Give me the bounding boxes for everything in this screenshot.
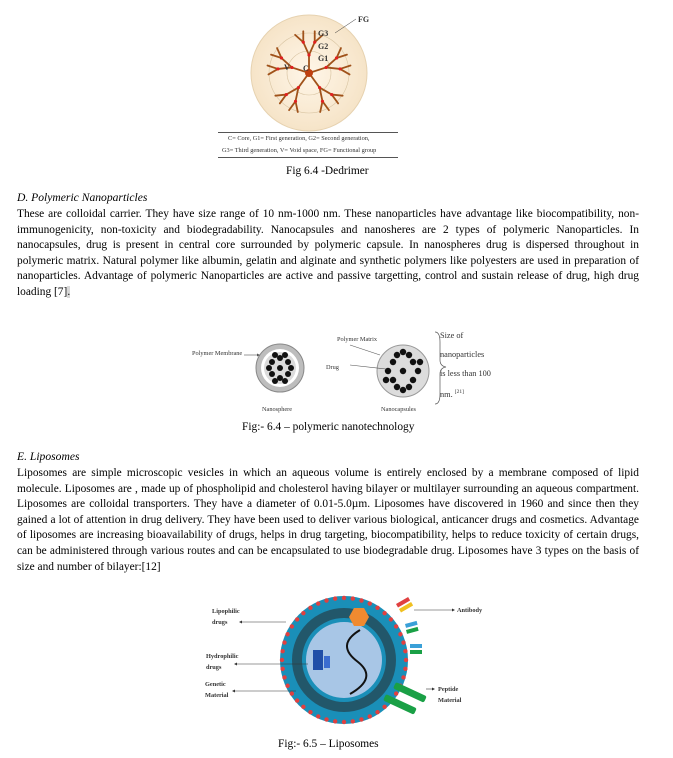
nanocapsule-drug-dot	[406, 384, 412, 390]
lipid-head	[351, 719, 355, 723]
lipid-head	[285, 684, 289, 688]
lipid-head	[333, 596, 337, 600]
lipid-head	[333, 719, 337, 723]
size-note-unit: nm.	[440, 389, 453, 399]
lipid-head	[280, 667, 284, 671]
lipid-head	[382, 705, 386, 709]
lipid-head	[308, 606, 312, 610]
liposome-figure	[200, 590, 483, 740]
nanocapsule-drug-dot	[415, 368, 421, 374]
lipid-head	[375, 606, 379, 610]
dendrimer-node	[335, 56, 338, 59]
lipid-head	[401, 675, 405, 679]
nanosphere-drug-dot	[277, 355, 283, 361]
label-g1: G1	[318, 54, 329, 63]
dendrimer-node	[313, 41, 316, 44]
lipid-head	[280, 658, 284, 662]
lipid-head	[394, 624, 398, 628]
dendrimer-node	[290, 66, 293, 69]
lipid-head	[342, 720, 346, 724]
lipid-head	[316, 714, 320, 718]
dendrimer-node	[302, 41, 305, 44]
lipid-head	[359, 717, 363, 721]
lipid-head	[324, 598, 328, 602]
nanosphere-drug-dot	[272, 352, 278, 358]
dendrimer-legend-line-2: G3= Third generation, V= Void space, FG= Functional group	[222, 147, 377, 154]
nanosphere-drug-dot	[266, 365, 272, 371]
lipid-head	[316, 601, 320, 605]
dendrimer-caption: Fig 6.4 -Dedrimer	[286, 165, 369, 177]
section-e-heading: E. Liposomes	[17, 450, 80, 463]
dendrimer-node	[276, 67, 279, 70]
genetic-label-line-1: Genetic	[205, 681, 226, 688]
polymer-membrane-label: Polymer Membrane	[192, 350, 243, 357]
lipid-head	[290, 624, 294, 628]
lipid-head	[389, 617, 393, 621]
drug-label: Drug	[326, 364, 339, 371]
nanocapsule-drug-dot	[394, 384, 400, 390]
section-e-paragraph: Liposomes are simple microscopic vesicles in which an aqueous volume is entirely enclosed by a membrane composed of lipid molecule. Liposomes are , made up of phospholipid and cholesterol having bilayer or multilayer surrounding an aqueous compartment. Liposomes are colloidal transporters. They have a diameter of 0.01-5.0µm. Liposomes have discovered in 1960 and since then they gained a lot of attention in drug delivery. They have been used to deliver various biological, anticancer drugs and cosmetics. Advantage of liposomes are increasing bioavailability of drugs, helps in drug targeting, biocompatibility, helps to reduce toxicity of certain drugs, can be administered through various routes and can be encapsulated to use biodegradable drug. Liposomes have 3 types on the basis of size and number of bilayer:[12]	[17, 467, 639, 573]
dendrimer-node	[294, 100, 297, 103]
lipid-head	[401, 640, 405, 644]
lipid-head	[282, 675, 286, 679]
size-note-line-3: is less than 100	[440, 369, 491, 378]
peptide-label-line-1: Peptide	[438, 686, 459, 693]
lipid-head	[301, 611, 305, 615]
lipid-head	[324, 717, 328, 721]
nanosphere-drug-dot	[282, 378, 288, 384]
hydrophilic-label	[206, 651, 238, 673]
dendrimer-node	[321, 100, 324, 103]
dendrimer-node	[325, 66, 328, 69]
nanosphere-drug-dot	[288, 365, 294, 371]
dendrimer-legend-rule-bottom	[218, 157, 398, 158]
genetic-material-label	[205, 679, 228, 701]
nanocapsule-drug-dot	[410, 359, 416, 365]
nanocapsule-drug-dot	[410, 377, 416, 383]
section-d-heading: D. Polymeric Nanoparticles	[17, 191, 148, 204]
dendrimer-legend-line-1: C= Core, G1= First generation, G2= Second generation,	[228, 135, 370, 142]
section-d-citation: [7]	[54, 285, 68, 298]
dendrimer-node	[330, 93, 333, 96]
label-v: V	[284, 63, 290, 72]
lipid-head	[375, 710, 379, 714]
label-fg: FG	[358, 15, 370, 24]
dendrimer-node	[318, 86, 321, 89]
label-g2: G2	[318, 42, 329, 51]
peptide-material-label	[438, 684, 461, 706]
nanosphere-drug-dot	[282, 352, 288, 358]
nanocapsule-drug-dot	[400, 368, 406, 374]
lipid-head	[359, 598, 363, 602]
nanosphere-drug-dot	[277, 365, 283, 371]
nanocapsule-drug-dot	[400, 387, 406, 393]
lipid-head	[280, 649, 284, 653]
nanocapsule-drug-dot	[417, 359, 423, 365]
nanoparticle-caption: Fig:- 6.4 – polymeric nanotechnology	[242, 421, 415, 433]
nanocapsule-drug-dot	[406, 352, 412, 358]
lipid-head	[382, 611, 386, 615]
polymer-matrix-label: Polymer Matrix	[337, 336, 378, 343]
lipophilic-label-line-1: Lipophilic	[212, 608, 240, 615]
dendrimer-figure	[218, 5, 400, 168]
size-note-ref: [21]	[454, 389, 464, 395]
hydrophilic-label-line-1: Hydrophilic	[206, 653, 239, 660]
hydrophilic-label-line-2: drugs	[206, 664, 222, 671]
nanocapsule-drug-dot	[383, 377, 389, 383]
lipid-head	[351, 596, 355, 600]
nanocapsule-drug-dot	[394, 352, 400, 358]
section-d-paragraph	[17, 207, 639, 301]
dendrimer-node	[297, 86, 300, 89]
dendrimer-legend-rule-top	[218, 132, 398, 133]
nanosphere-drug-dot	[272, 378, 278, 384]
lipid-head	[404, 658, 408, 662]
section-d-end-mark: .	[67, 285, 71, 298]
dendrimer-branch	[275, 95, 286, 96]
label-g3: G3	[318, 29, 329, 38]
antibody-label: Antibody	[457, 607, 483, 614]
liposome-caption: Fig:- 6.5 – Liposomes	[278, 738, 379, 750]
nanocapsules-label: Nanocapsules	[381, 406, 416, 413]
dendrimer-node	[338, 67, 341, 70]
lipid-head	[282, 640, 286, 644]
lipid-head	[301, 705, 305, 709]
nanosphere-label: Nanosphere	[262, 406, 293, 413]
lipid-head	[394, 691, 398, 695]
nanosphere-drug-dot	[285, 371, 291, 377]
lipid-head	[403, 649, 407, 653]
lipid-head	[398, 632, 402, 636]
section-d-text: These are colloidal carrier. They have size range of 10 nm-1000 nm. These nanoparticles have advantage like biocompatibility, non-immunogenicity, non-toxicity and biodegradability. Nanocapsules and nanosheres are 2 types of polymeric Nanoparticles. In nanocapsules, drug is present in central core surrounded by polymeric capsule. In nanospheres drug is dispersed throughout in polymeric matrix. Natural polymer like albumin, gelatin and alginate and synthetic polymers like polyesters are used in preparation of nanoparticles. Advantage of polymeric Nanoparticles are active and passive targetting, control and sustain release of drug, high drug loading	[17, 208, 639, 298]
nanosphere	[256, 344, 304, 392]
nanocapsule-drug-dot	[390, 359, 396, 365]
dendrimer-node	[285, 93, 288, 96]
size-note-line-4	[440, 383, 491, 404]
nanosphere-drug-dot	[277, 375, 283, 381]
lipid-head	[308, 710, 312, 714]
label-c: C	[303, 64, 309, 73]
dendrimer-node	[280, 56, 283, 59]
hydrophilic-drug-block	[313, 650, 323, 670]
size-note-line-2: nanoparticles	[440, 350, 485, 359]
lipid-head	[285, 632, 289, 636]
lipid-head	[290, 691, 294, 695]
genetic-label-line-2: Material	[205, 692, 229, 699]
nanocapsule-drug-dot	[400, 349, 406, 355]
liposome-diagram	[200, 590, 483, 740]
lipophilic-label-line-2: drugs	[212, 619, 228, 626]
lipid-head	[403, 667, 407, 671]
nanocapsule-drug-dot	[390, 377, 396, 383]
nanosphere-drug-dot	[269, 359, 275, 365]
nanosphere-drug-dot	[285, 359, 291, 365]
lipophilic-label	[212, 606, 240, 628]
size-note-line-1: Size of	[440, 331, 464, 340]
lipid-head	[368, 714, 372, 718]
nanocapsule	[377, 345, 429, 397]
size-note	[440, 326, 491, 404]
peptide-label-line-2: Material	[438, 697, 462, 704]
nanosphere-drug-dot	[269, 371, 275, 377]
lipid-head	[368, 601, 372, 605]
lipid-head	[342, 596, 346, 600]
dendrimer-node	[307, 53, 310, 56]
lipid-head	[295, 617, 299, 621]
dendrimer-diagram	[218, 5, 400, 135]
lipid-head	[295, 698, 299, 702]
